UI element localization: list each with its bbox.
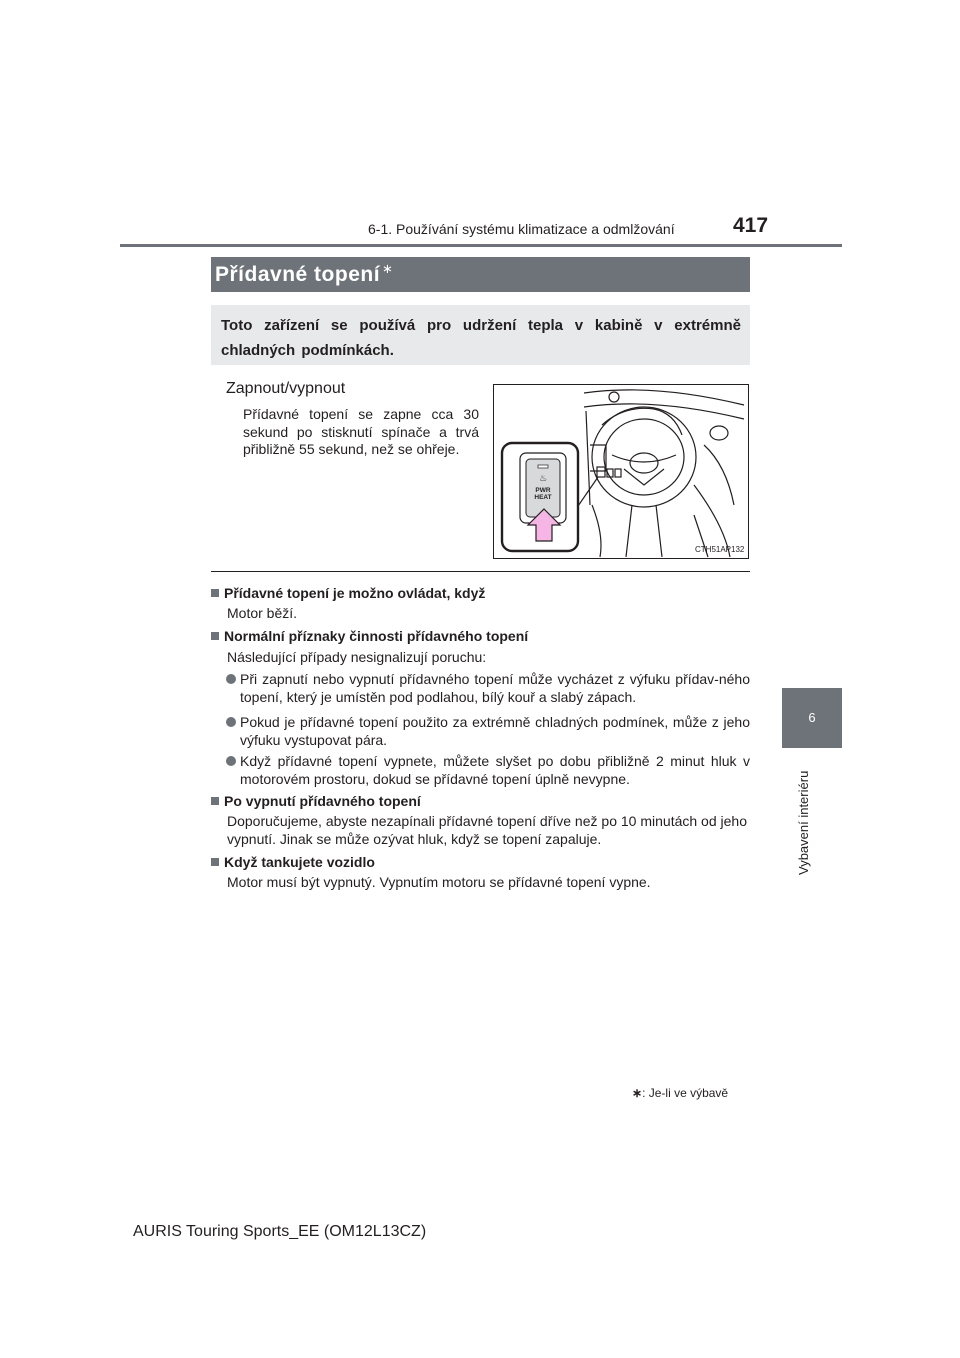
title-text: Přídavné topení — [215, 263, 381, 286]
section-text: Motor musí být vypnutý. Vypnutím motoru se přídavné topení vypne. — [227, 874, 651, 890]
list-item — [240, 670, 750, 706]
on-off-label: Zapnout/vypnout — [226, 380, 346, 397]
list-item — [240, 752, 750, 788]
section-text: Následující případy nesignalizují poruchu: — [227, 649, 487, 665]
footer: AURIS Touring Sports_EE (OM12L13CZ) — [133, 1223, 427, 1240]
chapter-label-text: Vybavení interiéru — [796, 770, 811, 875]
intro-text: Toto zařízení se používá pro udržení tepla v kabině v extrémně chladných podmínkách. — [221, 317, 741, 359]
square-bullet-icon — [211, 858, 219, 866]
section-heading — [211, 585, 485, 601]
round-bullet-icon — [226, 717, 236, 727]
header-rule — [120, 244, 842, 247]
section-heading — [211, 854, 375, 870]
heat-icon: ♨ — [538, 474, 548, 484]
switch-label-heat: HEAT — [534, 494, 552, 501]
square-bullet-icon — [211, 632, 219, 640]
section-rule — [211, 571, 750, 572]
page-number: 417 — [733, 214, 769, 237]
figure-code: CTH51AP132 — [695, 545, 745, 554]
square-bullet-icon — [211, 797, 219, 805]
list-item-text: Při zapnutí nebo vypnutí přídavného topení může vycházet z výfuku přídav-ného topení, který je umístěn pod podlahou, bílý kouř a slabý zápach. — [240, 671, 750, 705]
dashboard-drawing — [494, 385, 748, 558]
section-heading-text: Normální příznaky činnosti přídavného topení — [224, 628, 529, 644]
section-text: Doporučujeme, abyste nezapínali přídavné topení dříve než po 10 minutách od jeho vypnutí. Jinak se může ozývat hluk, když se topení zapaluje. — [227, 813, 747, 847]
footnote-text: : Je-li ve výbavě — [642, 1086, 729, 1100]
section-heading-text: Po vypnutí přídavného topení — [224, 793, 421, 809]
on-off-description: Přídavné topení se zapne cca 30 sekund po stisknutí spínače a trvá přibližně 55 sekund, než se ohřeje. — [243, 406, 479, 457]
footnote-marker: ∗ — [632, 1086, 643, 1100]
footnote — [632, 1086, 728, 1100]
dashboard-illustration — [493, 384, 749, 559]
list-item — [240, 713, 750, 749]
switch-label-pwr: PWR — [535, 487, 551, 494]
list-item-text: Když přídavné topení vypnete, můžete slyšet po dobu přibližně 2 minut hluk v motorovém prostoru, dokud se přídavné topení úplně nevypne. — [240, 753, 750, 787]
section-heading — [211, 793, 421, 809]
running-header: 6-1. Používání systému klimatizace a odmlžování — [368, 221, 675, 237]
section-heading-text: Přídavné topení je možno ovládat, když — [224, 585, 486, 601]
chapter-label — [796, 755, 814, 875]
round-bullet-icon — [226, 756, 236, 766]
title-marker: ∗ — [382, 261, 394, 276]
round-bullet-icon — [226, 674, 236, 684]
section-text: Motor běží. — [227, 605, 298, 621]
section-heading — [211, 628, 528, 644]
section-heading-text: Když tankujete vozidlo — [224, 854, 375, 870]
square-bullet-icon — [211, 589, 219, 597]
list-item-text: Pokud je přídavné topení použito za extrémně chladných podmínek, může z jeho výfuku vystupovat pára. — [240, 714, 750, 748]
switch-indicator — [538, 465, 548, 468]
chapter-tab: 6 — [782, 688, 842, 748]
page-title — [215, 261, 393, 287]
